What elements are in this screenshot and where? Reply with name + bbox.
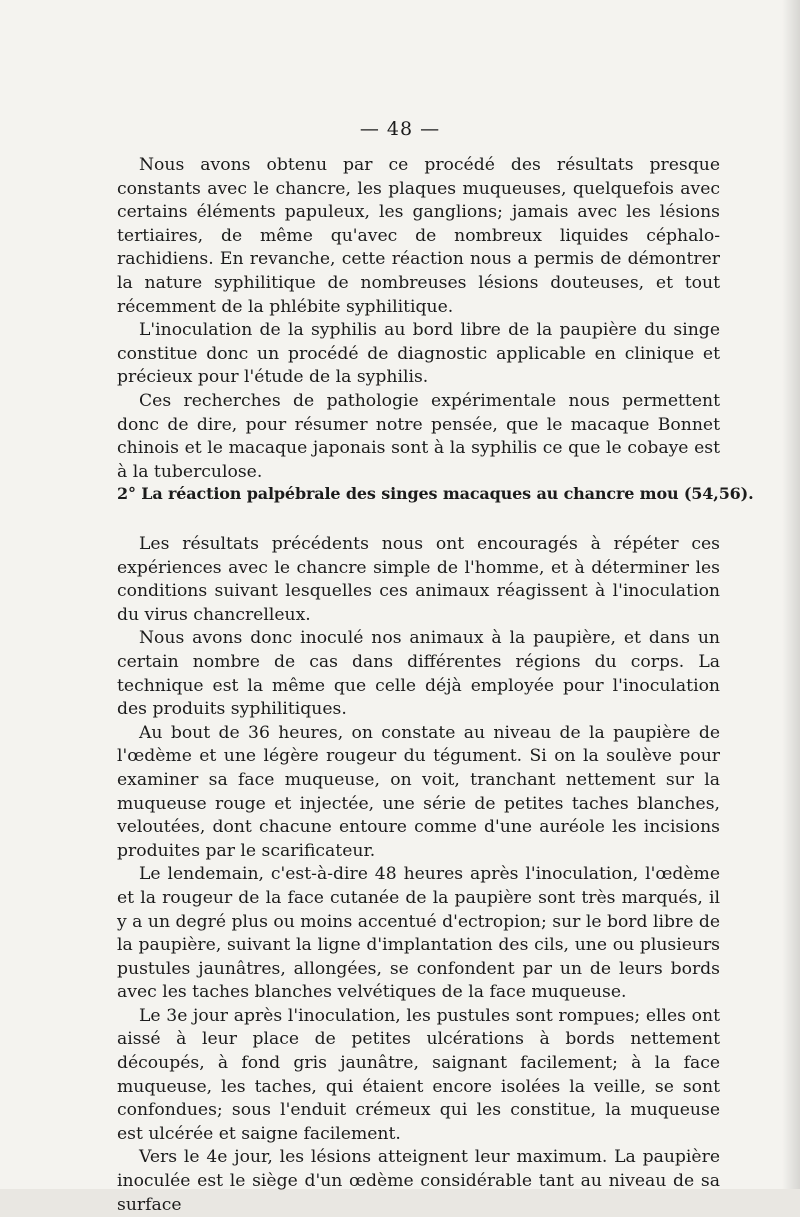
- paragraph: L'inoculation de la syphilis au bord libre de la paupière du singe constitue donc un procédé de diagnostic applicable en clinique et précieux pour l'étude de la syphilis.: [117, 320, 720, 388]
- paragraph: Les résultats précédents nous ont encouragés à répéter ces expériences avec le chancre simple de l'homme, et à déterminer les conditions suivant lesquelles ces animaux réagissent à l'inoculation du virus chancrelleux.: [117, 534, 720, 625]
- page-edge-shadow: [782, 0, 800, 1189]
- paragraph: Nous avons obtenu par ce procédé des résultats presque constants avec le chancre, les plaques muqueuses, quelquefois avec certains éléments papuleux, les ganglions; jamais avec les lésions tertiaires, de même qu'avec de nombreux liquides céphalo-rachidiens. En revanche, cette réaction nous a permis de démontrer la nature syphilitique de nombreuses lésions douteuses, et tout récemment de la phlébite syphilitique.: [117, 155, 720, 317]
- page-number: — 48 —: [359, 118, 441, 140]
- paragraph: Ces recherches de pathologie expérimentale nous permettent donc de dire, pour résumer notre pensée, que le macaque Bonnet chinois et le macaque japonais sont à la syphilis ce que le cobaye est à la tuberculose.: [117, 390, 720, 482]
- text-block-top: [117, 154, 720, 484]
- paragraph: Le 3e jour après l'inoculation, les pustules sont rompues; elles ont aissé à leur place de petites ulcérations à bords nettement découpés, à fond gris jaunâtre, saignant facilement; à la face muqueuse, les taches, qui étaient encore isolées la veille, se sont confondues; sous l'enduit crémeux qui les constitue, la muqueuse est ulcérée et saigne facilement.: [117, 1005, 720, 1144]
- paragraph: Au bout de 36 heures, on constate au niveau de la paupière de l'œdème et une légère rougeur du tégument. Si on la soulève pour examiner sa face muqueuse, on voit, tranchant nettement sur la muqueuse rouge et injectée, une série de petites taches blanches, veloutées, dont chacune entoure comme d'une auréole les incisions produites par le scarificateur.: [117, 722, 720, 861]
- text-block-bottom: [117, 533, 720, 1217]
- paragraph: Vers le 4e jour, les lésions atteignent leur maximum. La paupière inoculée est le siège d'un œdème considérable tant au niveau de sa surface: [117, 1147, 720, 1215]
- paragraph: Le lendemain, c'est-à-dire 48 heures après l'inoculation, l'œdème et la rougeur de la face cutanée de la paupière sont très marqués, il y a un degré plus ou moins accentué d'ectropion; sur le bord libre de la paupière, suivant la ligne d'implantation des cils, une ou plusieurs pustules jaunâtres, allongées, se confondent par un de leurs bords avec les taches blanches velvétiques de la face muqueuse.: [117, 864, 721, 1003]
- section-heading: 2° La réaction palpébrale des singes macaques au chancre mou (54,56).: [117, 484, 754, 503]
- paragraph: Nous avons donc inoculé nos animaux à la paupière, et dans un certain nombre de cas dans différentes régions du corps. La technique est la même que celle déjà employée pour l'inoculation des produits syphilitiques.: [117, 628, 720, 720]
